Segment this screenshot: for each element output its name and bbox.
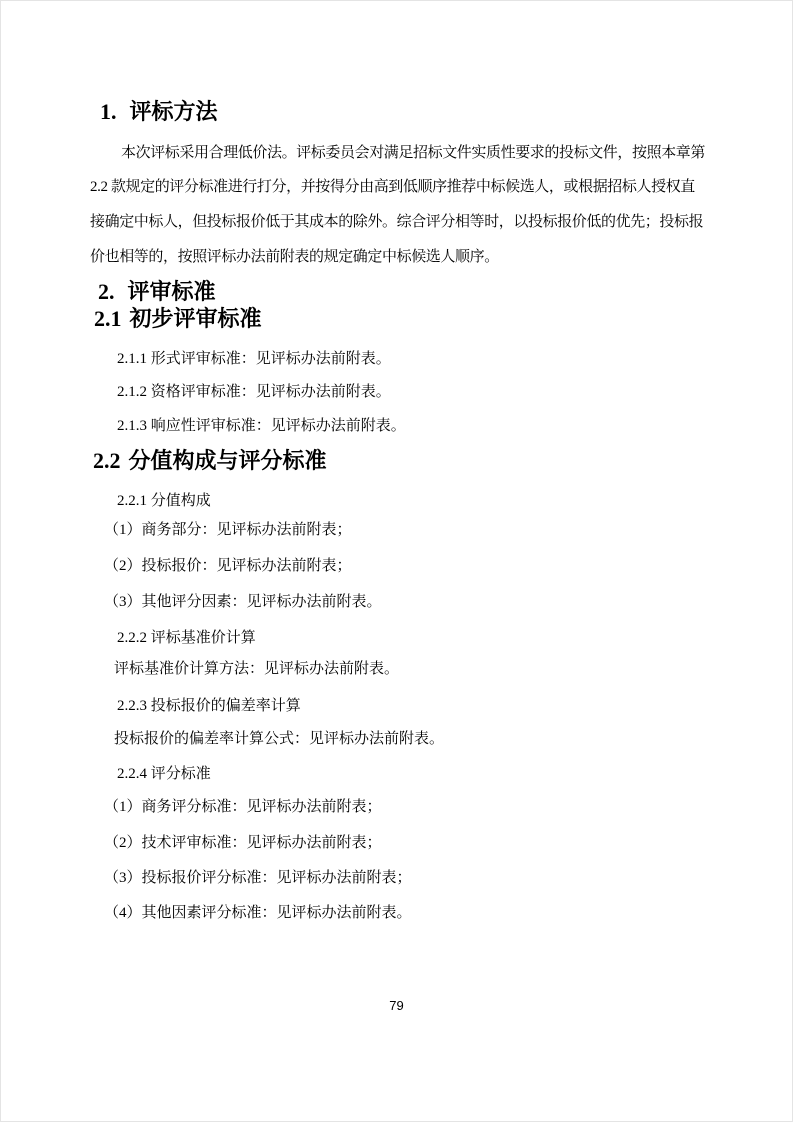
section-1-title: 评标方法 [129, 99, 218, 124]
section-2-1-heading [94, 306, 262, 332]
section-1-paragraph-line: 接确定中标人，但投标报价低于其成本的除外。综合评分相等时，以投标报价低的优先；投标报 [90, 214, 704, 230]
clause-2-2-4-item: （4）其他因素评分标准：见评标办法前附表。 [104, 905, 412, 921]
clause-2-2-4-item: （1）商务评分标准：见评标办法前附表； [104, 799, 382, 815]
section-2-1-title: 初步评审标准 [129, 306, 262, 331]
page-number: 79 [389, 998, 404, 1013]
clause-2-1-1: 2.1.1 形式评审标准：见评标办法前附表。 [117, 351, 391, 367]
section-2-1-number: 2.1 [94, 306, 122, 331]
section-2-2-number: 2.2 [93, 448, 121, 473]
section-1-number: 1. [100, 99, 117, 124]
clause-2-2-3-heading: 2.2.3 投标报价的偏差率计算 [117, 698, 301, 714]
clause-2-2-1-item: （3）其他评分因素：见评标办法前附表。 [104, 594, 382, 610]
clause-2-2-4-item: （3）投标报价评分标准：见评标办法前附表； [104, 870, 412, 886]
section-2-2-heading [93, 448, 327, 474]
clause-2-2-1-item: （2）投标报价：见评标办法前附表； [104, 558, 352, 574]
clause-2-2-1-heading: 2.2.1 分值构成 [117, 493, 211, 509]
section-1-heading [100, 99, 218, 125]
section-2-title: 评审标准 [127, 279, 216, 304]
section-1-paragraph-line: 2.2 款规定的评分标准进行打分，并按得分由高到低顺序推荐中标候选人，或根据招标人授权直 [90, 179, 695, 195]
clause-2-2-4-item: （2）技术评审标准：见评标办法前附表； [104, 835, 382, 851]
section-2-heading [98, 279, 216, 305]
clause-2-1-3: 2.1.3 响应性评审标准：见评标办法前附表。 [117, 418, 406, 434]
clause-2-2-4-heading: 2.2.4 评分标准 [117, 766, 211, 782]
clause-2-2-2-heading: 2.2.2 评标基准价计算 [117, 630, 256, 646]
section-1-paragraph-line: 价也相等的，按照评标办法前附表的规定确定中标候选人顺序。 [90, 249, 499, 265]
section-1-paragraph-line: 本次评标采用合理低价法。评标委员会对满足招标文件实质性要求的投标文件，按照本章第 [121, 145, 706, 161]
clause-2-2-3-body: 投标报价的偏差率计算公式：见评标办法前附表。 [114, 731, 445, 747]
clause-2-2-1-item: （1）商务部分：见评标办法前附表； [104, 522, 352, 538]
section-2-number: 2. [98, 279, 115, 304]
clause-2-1-2: 2.1.2 资格评审标准：见评标办法前附表。 [117, 384, 391, 400]
clause-2-2-2-body: 评标基准价计算方法：见评标办法前附表。 [114, 661, 400, 677]
section-2-2-title: 分值构成与评分标准 [128, 448, 327, 473]
